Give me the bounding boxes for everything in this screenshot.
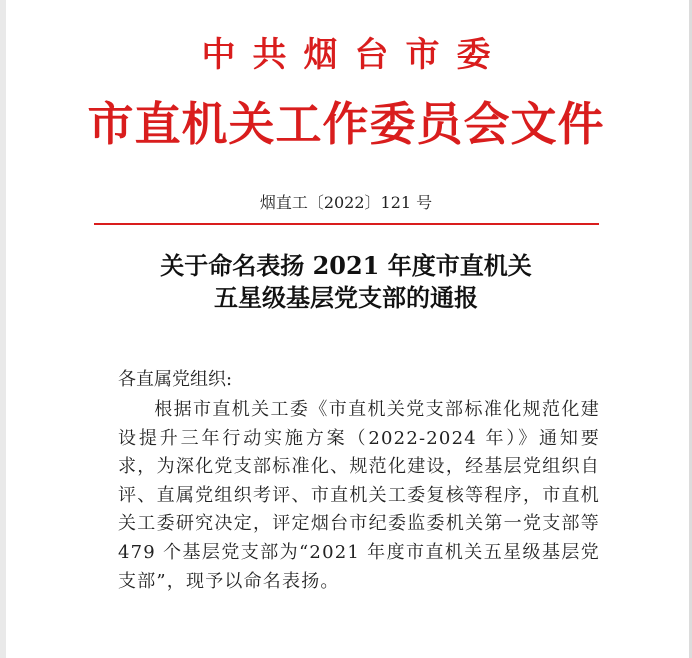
- letterhead-doc-type-line: 市直机关工作委员会文件: [87, 97, 605, 151]
- body-paragraph: [118, 396, 600, 596]
- document-number: 烟直工〔2022〕121 号: [259, 193, 433, 212]
- letterhead-org-line: 中共烟台市委: [201, 35, 508, 75]
- document-title: [0, 250, 692, 314]
- title-line-1: 关于命名表扬 2021 年度市直机关: [160, 251, 532, 280]
- salutation: 各直属党组织:: [118, 369, 233, 390]
- red-divider-line: [94, 223, 599, 225]
- title-line-2: 五星级基层党支部的通报: [214, 283, 478, 312]
- body-paragraph-text: 根据市直机关工委《市直机关党支部标准化规范化建设提升三年行动实施方案（2022-2024 年）》通知要求，为深化党支部标准化、规范化建设，经基层党组织自评、直属党组织考评、市直机关工委复核等程序，市直机关工委研究决定，评定烟台市纪委监委机关第一党支部等 479 个基层党支部为“2021 年度市直机关五星级基层党支部”，现予以命名表扬。: [118, 399, 600, 592]
